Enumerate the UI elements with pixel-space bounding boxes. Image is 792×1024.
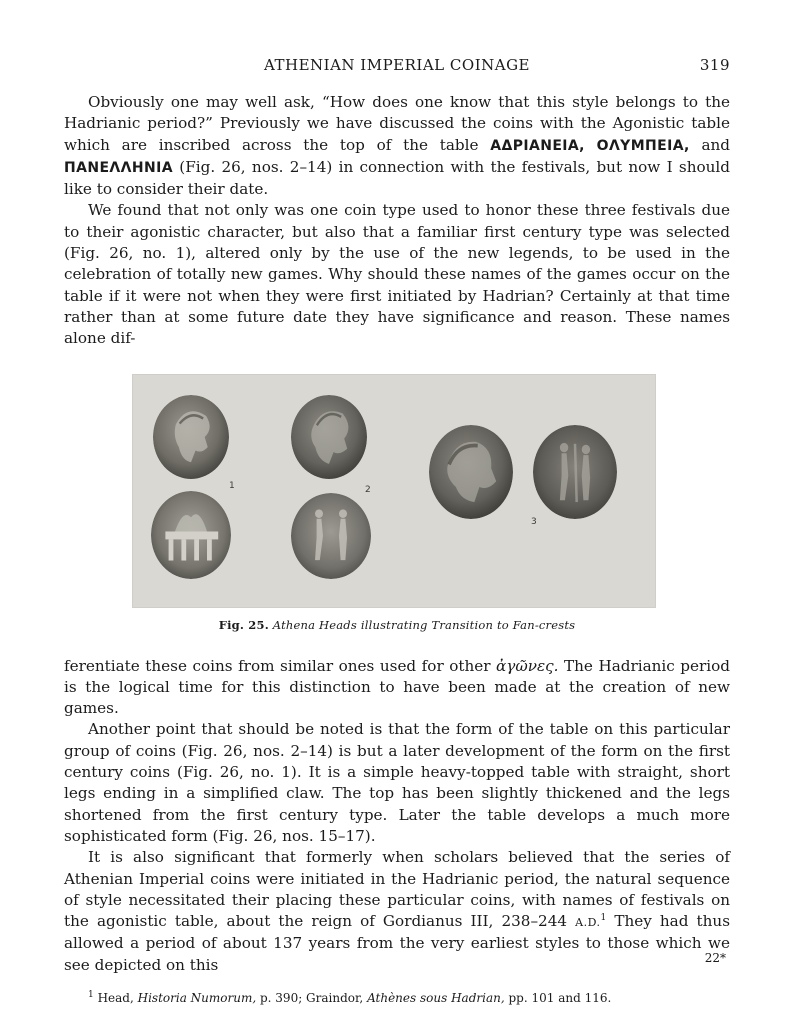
figure-caption-text: Athena Heads illustrating Transition to Fan-crests bbox=[272, 617, 576, 632]
footnote-author-1: Head, bbox=[97, 991, 134, 1006]
paragraph-3 bbox=[64, 656, 730, 720]
coin-3-reverse-image bbox=[533, 425, 617, 519]
paragraph-3-text-b: The Hadrianic period is the logical time for this distinction to have been made at the creation of new games. bbox=[64, 656, 731, 718]
signature-mark: 22* bbox=[704, 951, 726, 965]
paragraph-3-text-a: ferentiate these coins from similar ones used for other bbox=[64, 656, 491, 675]
footnote-work-1: Historia Numorum, bbox=[137, 991, 257, 1006]
paragraph-1-text-a: Obviously one may well ask, “How does one know that this style belongs to the Hadrianic period?” Previously we have discussed the coins with the Agonistic table which are inscribed across the top of the table bbox=[64, 93, 730, 154]
paragraph-2: We found that not only was one coin type used to honor these three festivals due to their agonistic character, but also that a familiar first century type was selected (Fig. 26, no. 1), altered only by the use of the new legends, to be used in the celebration of totally new games. Why should these names of the games occur on the table if it were not when they were first initiated by Hadrian? Certainly at that time rather than at some future date they have significance and reason. These names alone dif- bbox=[64, 201, 730, 348]
coin-2-obverse-image bbox=[291, 395, 367, 479]
coin-number-1: 1 bbox=[229, 480, 235, 491]
paragraph-1 bbox=[64, 92, 730, 200]
paragraph-1-and: and bbox=[701, 135, 731, 154]
legend-adrianeia: ΑΔΡΙΑΝΕΙΑ, bbox=[490, 137, 585, 154]
footnote-pages-1: p. 390; Graindor, bbox=[259, 991, 364, 1006]
legend-olympeia: ΟΛΥΜΠΕΙΑ, bbox=[596, 137, 690, 154]
paragraph-1-text-b: (Fig. 26, nos. 2–14) in connection with the festivals, but now I should like to consider their date. bbox=[64, 157, 730, 199]
paragraph-5 bbox=[64, 847, 730, 976]
era-abbreviation: A.D. bbox=[575, 916, 601, 930]
footnote-marker: 1 bbox=[88, 990, 94, 1001]
footnote-work-2: Athènes sous Hadrian, bbox=[367, 991, 505, 1006]
coin-3-obverse-image bbox=[429, 425, 513, 519]
footnote-pages-2: pp. 101 and 116. bbox=[508, 991, 612, 1006]
page-number: 319 bbox=[699, 56, 730, 74]
coin-1-reverse-image bbox=[151, 491, 231, 579]
running-title: ATHENIAN IMPERIAL COINAGE bbox=[263, 56, 531, 74]
coin-number-2: 2 bbox=[365, 484, 371, 495]
footnote-spacer bbox=[64, 976, 730, 990]
figure-label: Fig. 25. bbox=[218, 617, 269, 632]
legend-panellenia: ΠΑΝΕΛΛΗΝΙΑ bbox=[64, 159, 173, 176]
page bbox=[64, 56, 730, 1006]
figure-caption bbox=[64, 618, 730, 632]
coin-1-obverse-image bbox=[153, 395, 229, 479]
paragraph-5-text-b: They had thus allowed a period of about 137 years from the very earliest styles to those which we see depicted on this bbox=[64, 912, 731, 974]
coin-number-3: 3 bbox=[531, 516, 537, 527]
paragraph-4: Another point that should be noted is that the form of the table on this particular group of coins (Fig. 26, nos. 2–14) is but a later development of the form on the first century coins (Fig. 26, no. 1). It is a simple heavy-topped table with straight, short legs ending in a simplified claw. The top has been slightly thickened and the legs shortened from the first century type. Later the table develops a much more sophisticated form (Fig. 26, nos. 15–17). bbox=[64, 720, 730, 845]
running-head bbox=[64, 56, 730, 82]
paragraph-5-text-a: It is also significant that formerly when scholars believed that the series of Athenian Imperial coins were initiated in the Hadrianic period, the natural sequence of style necessitated their placing these particular coins, with names of festivals on the agonistic table, about the reign of Gordianus III, 238–244 bbox=[64, 848, 730, 931]
coin-plate-figure bbox=[132, 374, 656, 608]
greek-agones: ἀγῶνες. bbox=[496, 656, 559, 675]
footnote-reference: 1 bbox=[600, 913, 607, 924]
footnote bbox=[64, 990, 730, 1006]
coin-2-reverse-image bbox=[291, 493, 371, 579]
